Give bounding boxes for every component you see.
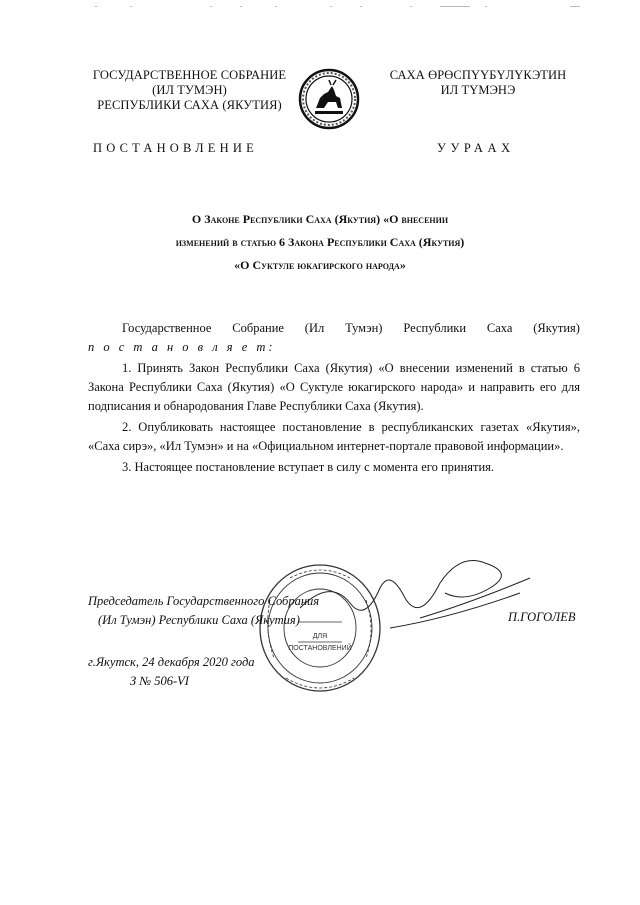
intro-line xyxy=(122,319,580,338)
header-right xyxy=(378,68,578,98)
intro-word: (Ил xyxy=(304,321,325,335)
doc-type-russian: ПОСТАНОВЛЕНИЕ xyxy=(93,141,258,155)
title-line-1: О Законе Республики Саха (Якутия) «О внесении xyxy=(191,212,449,226)
header-left xyxy=(82,68,297,113)
decides-word: п о с т а н о в л я е т: xyxy=(88,340,276,354)
doc-type-yakut: УУРААХ xyxy=(437,141,515,155)
intro-word: Государственное xyxy=(122,321,212,335)
header-right-line-1: САХА ӨРӨСПҮҮБҮЛҮКЭТИН xyxy=(389,68,567,82)
document-number: З № 506-VI xyxy=(130,674,189,688)
intro-word: Собрание xyxy=(232,321,284,335)
stamp-text-2: ПОСТАНОВЛЕНИЙ xyxy=(288,645,352,652)
title-line-2: изменений в статью 6 Закона Республики Саха (Якутия) xyxy=(175,235,465,249)
stamp-text-1: ДЛЯ xyxy=(312,633,328,640)
header-left-line-1: ГОСУДАРСТВЕННОЕ СОБРАНИЕ xyxy=(92,68,287,82)
signature-title-line-2: (Ил Тумэн) Республики Саха (Якутия) xyxy=(98,613,300,627)
scan-artifact-dots xyxy=(0,0,640,12)
intro-word: Саха xyxy=(486,321,513,335)
body-item-1: 1. Принять Закон Республики Саха (Якутия) «О внесении изменений в статью 6 Закона Республики Саха (Якутия) «О Суктуле юкагирского народа» и направить его для подписания и обнародования Главе Республики Саха (Якутия). xyxy=(88,361,580,413)
document-title xyxy=(120,208,520,277)
signature-title-line-1: Председатель Государственного Собрания xyxy=(88,594,320,608)
intro-word: Республики xyxy=(403,321,467,335)
header-left-line-3: РЕСПУБЛИКИ САХА (ЯКУТИЯ) xyxy=(97,98,282,112)
place-and-date: г.Якутск, 24 декабря 2020 года xyxy=(88,655,255,669)
header-left-line-2: (ИЛ ТУМЭН) xyxy=(152,83,227,97)
document-body xyxy=(88,319,580,477)
signatory-name: П.ГОГОЛЕВ xyxy=(508,610,576,624)
coat-of-arms-emblem-icon xyxy=(298,68,360,130)
title-line-3: «О Суктуле юкагирского народа» xyxy=(234,258,406,272)
header-right-line-2: ИЛ ТҮМЭНЭ xyxy=(440,83,516,97)
body-item-3: 3. Настоящее постановление вступает в силу с момента его принятия. xyxy=(122,460,495,474)
body-item-2: 2. Опубликовать настоящее постановление в республиканских газетах «Якутия», «Саха сирэ», «Ил Тумэн» и на «Официальном интернет-портале правовой информации». xyxy=(88,420,580,453)
intro-word: Тумэн) xyxy=(345,321,383,335)
intro-word: (Якутия) xyxy=(533,321,580,335)
